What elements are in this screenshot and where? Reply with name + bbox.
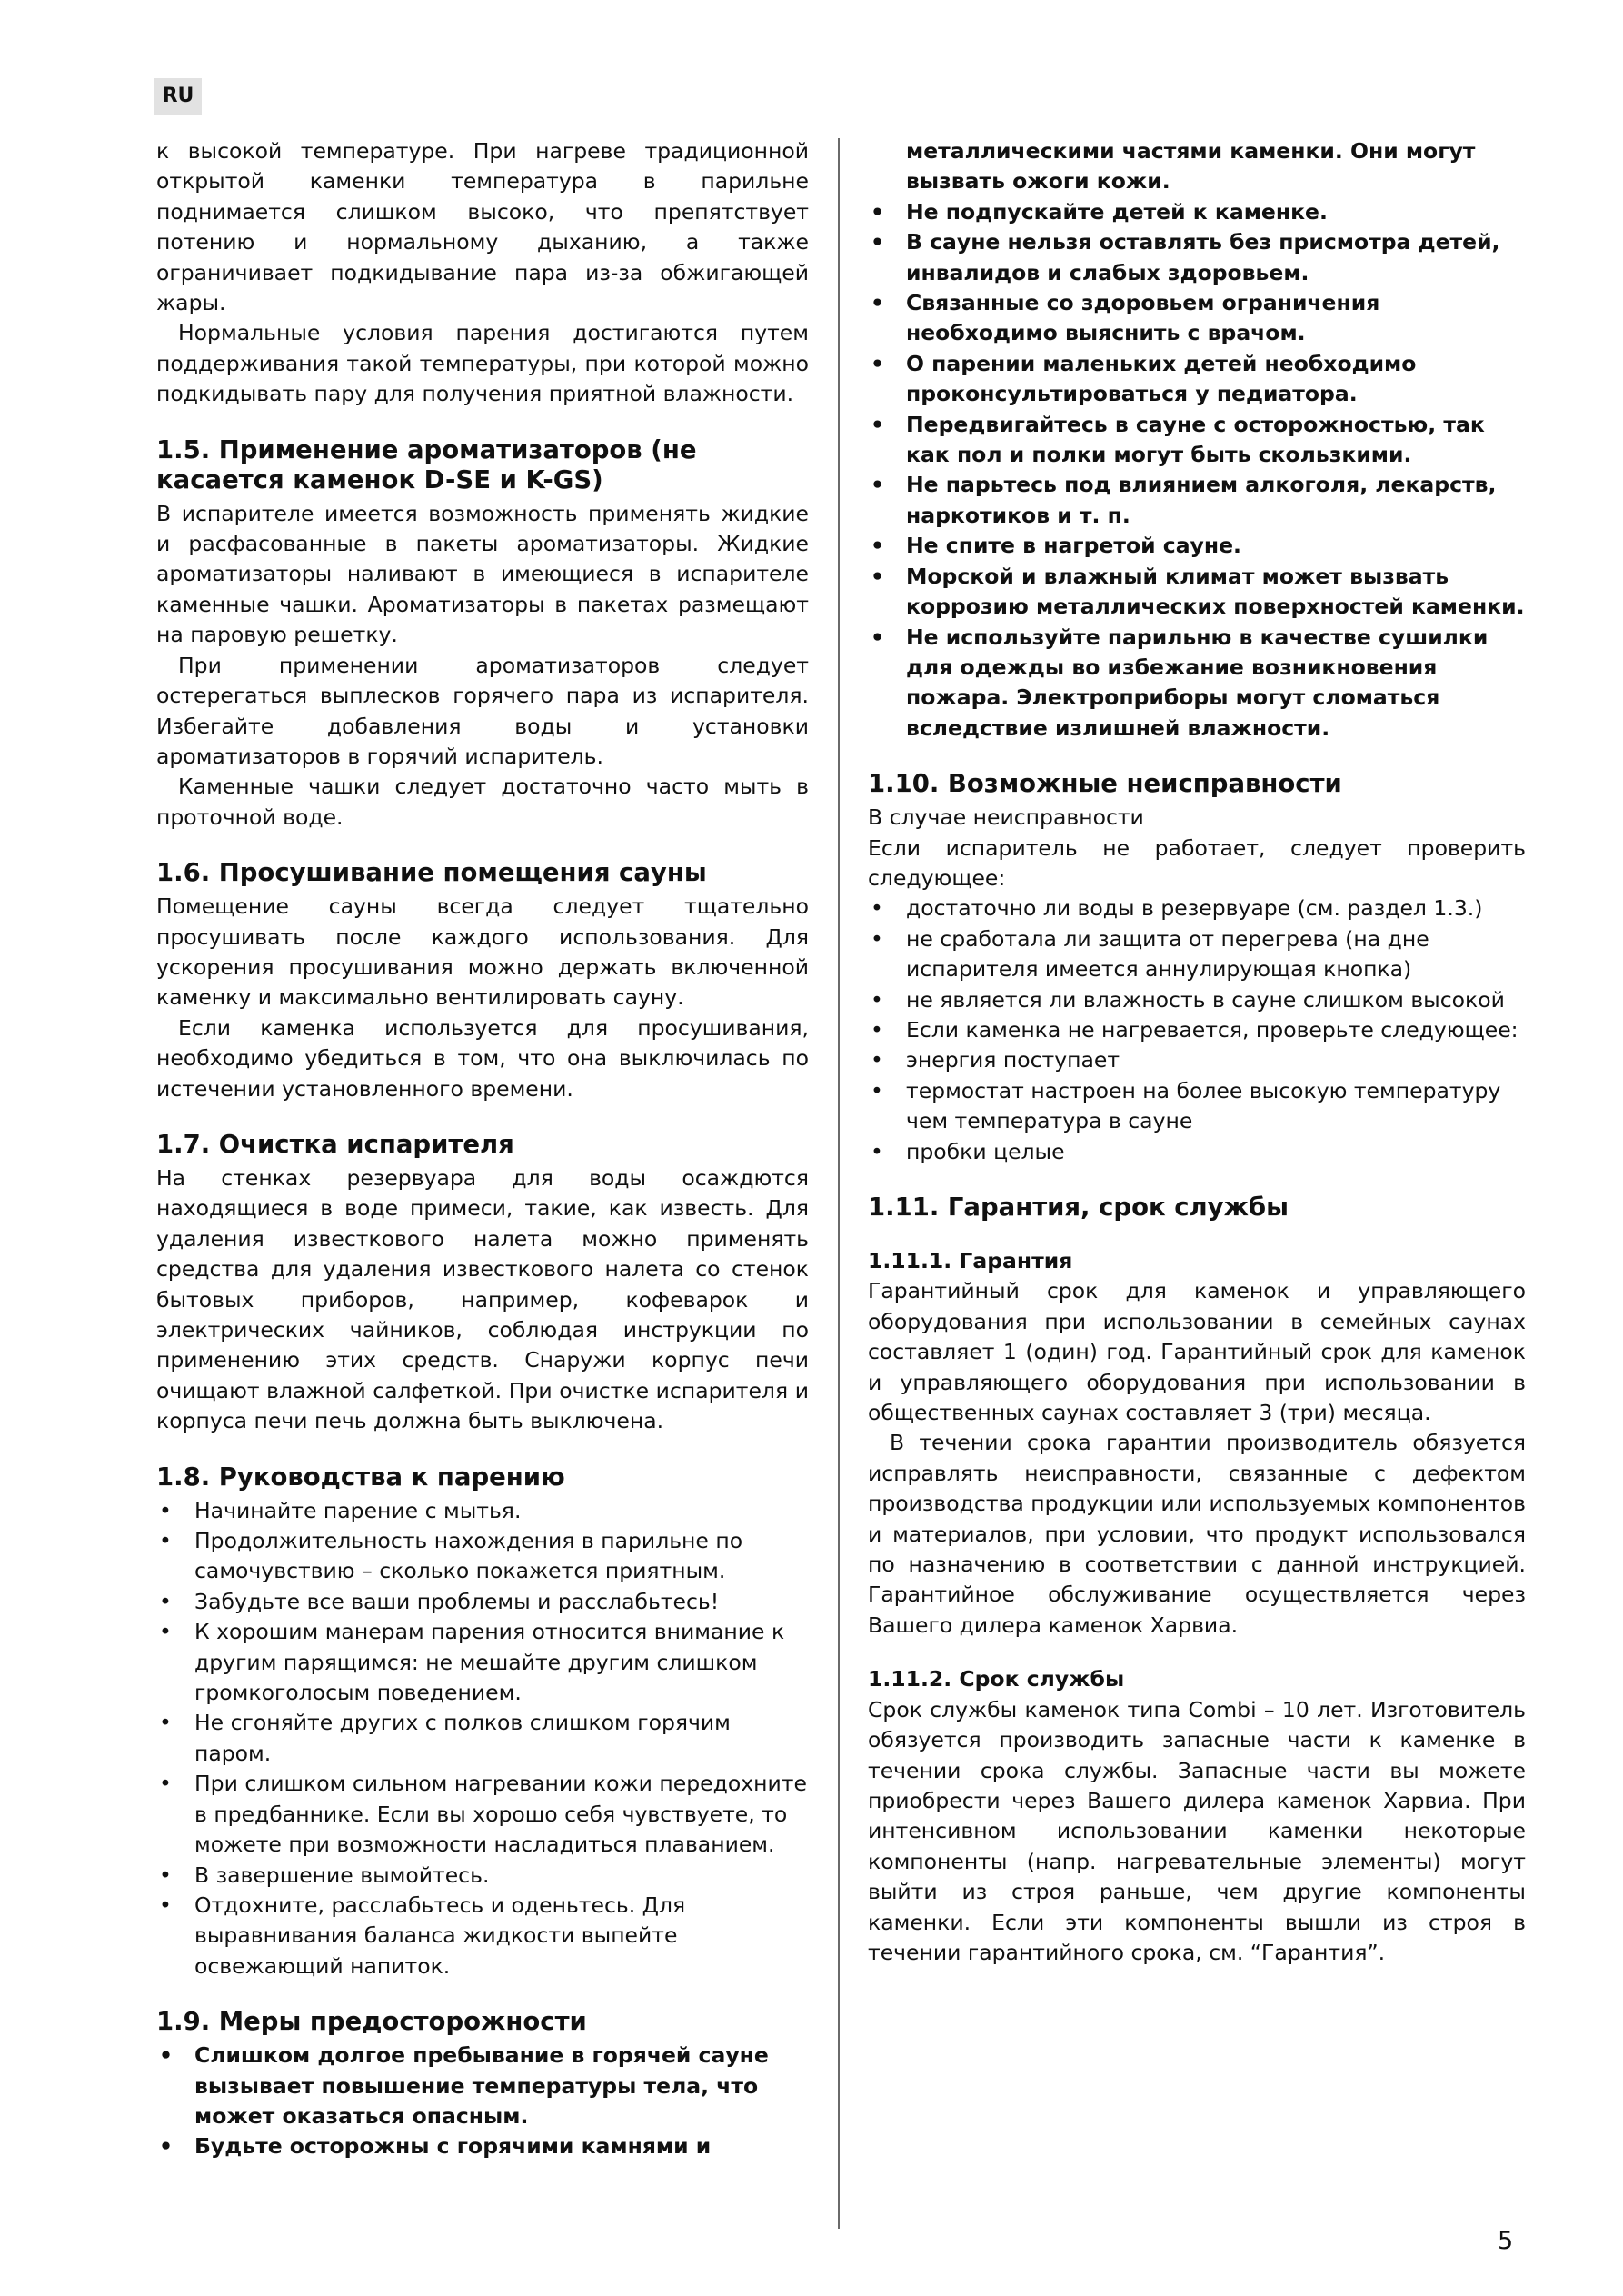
section-paragraph: Каменные чашки следует достаточно часто мыть в проточной воде. (156, 774, 809, 830)
list-item: • энергия поступает (868, 1045, 1526, 1075)
section-paragraph: Если испаритель не работает, следует проверить следующее: (868, 834, 1526, 891)
intro-paragraph: Нормальные условия парения достигаются путем поддерживания такой температуры, при которой можно подкидывать пару для получения приятной влажности. (156, 320, 809, 407)
list-item: • К хорошим манерам парения относится внимание к другим парящимся: не мешайте другим слишком громкоголосым поведением. (156, 1617, 809, 1708)
subsection-heading-service-life: 1.11.2. Срок службы (868, 1666, 1125, 1692)
section-paragraph: При применении ароматизаторов следует остерегаться выплесков горячего пара из испарителя. Избегайте добавления воды и установки ароматизаторов в горячий испаритель. (156, 652, 809, 769)
language-badge: RU (154, 78, 202, 115)
sauna-guidelines-list (156, 1496, 809, 1982)
section-heading-1-10: 1.10. Возможные неисправности (868, 769, 1342, 799)
subsection-heading-warranty: 1.11.1. Гарантия (868, 1248, 1073, 1273)
section-paragraph: В испарителе имеется возможность применять жидкие и расфасованные в пакеты ароматизаторы. Жидкие ароматизаторы наливают в имеющиеся в испарителе каменные чашки. Ароматизаторы в пакетах размещают на паровую решетку. (156, 500, 809, 648)
list-item: • достаточно ли воды в резервуаре (см. раздел 1.3.) (868, 893, 1526, 923)
section-heading-1-7: 1.7. Очистка испарителя (156, 1129, 514, 1159)
list-item: • Если каменка не нагревается, проверьте следующее: (868, 1015, 1526, 1045)
section-paragraph: Если каменка используется для просушивания, необходимо убедиться в том, что она выключилась по истечении установленного времени. (156, 1014, 809, 1102)
list-item: • В сауне нельзя оставлять без присмотра детей, инвалидов и слабых здоровьем. (868, 227, 1526, 288)
list-item: • Забудьте все ваши проблемы и расслабьтесь! (156, 1587, 809, 1617)
list-item: • не является ли влажность в сауне слишком высокой (868, 985, 1526, 1015)
list-item: • Отдохните, расслабьтесь и оденьтесь. Для выравнивания баланса жидкости выпейте освежающий напиток. (156, 1891, 809, 1982)
precaution-continuation: металлическими частями каменки. Они могут вызвать ожоги кожи. (906, 138, 1476, 195)
intro-paragraph: к высокой температуре. При нагреве традиционной открытой каменки температура в парильне поднимается слишком высоко, что препятствует потению и нормальному дыханию, а также ограничивает подкидывание пара из-за обжигающей жары. (156, 138, 809, 316)
section-paragraph: На стенках резервуара для воды осаждются находящиеся в воде примеси, такие, как известь. Для удаления известкового налета можно применять средства для удаления известкового налета со стенок бытовых приборов, например, кофеварок и электрических чайников, соблюдая инструкции по применению этих средств. Снаружи корпус печи очищают влажной салфеткой. При очистке испарителя и корпуса печи печь должна быть выключена. (156, 1164, 809, 1434)
list-item: • пробки целые (868, 1137, 1526, 1167)
section-heading-1-9: 1.9. Меры предосторожности (156, 2007, 587, 2037)
section-heading-1-5: 1.5. Применение ароматизаторов (не касается каменок D-SE и K-GS) (156, 434, 697, 494)
list-item: • Начинайте парение с мытья. (156, 1496, 809, 1526)
section-paragraph: В течении срока гарантии производитель обязуется исправлять неисправности, связанные с дефектом производства продукции или используемых компонентов и материалов, при условии, что продукт использовался по назначению в соответствии с данной инструкцией. Гарантийное обслуживание осуществляется через Вашего дилера каменок Харвиа. (868, 1430, 1526, 1638)
list-item: • Не спите в нагретой сауне. (868, 531, 1526, 561)
troubleshooting-list (868, 893, 1526, 1167)
list-item: • Не сгоняйте других с полков слишком горячим паром. (156, 1708, 809, 1769)
list-item: • не сработала ли защита от перегрева (на дне испарителя имеется аннулирующая кнопка) (868, 924, 1526, 985)
section-paragraph: В случае неисправности (868, 804, 1144, 831)
left-column (156, 136, 809, 2162)
list-item: • Передвигайтесь в сауне с осторожностью, так как пол и полки могут быть скользкими. (868, 410, 1526, 471)
list-item: • Не парьтесь под влиянием алкоголя, лекарств, наркотиков и т. п. (868, 470, 1526, 531)
section-paragraph: Гарантийный срок для каменок и управляющего оборудования при использовании в семейных саунах составляет 1 (один) год. Гарантийный срок для каменок и управляющего оборудования при использовании в общественных саунах составляет 3 (три) месяца. (868, 1278, 1526, 1426)
right-column (868, 136, 1526, 1968)
list-item: • Продолжительность нахождения в парильне по самочувствию – сколько покажется приятным. (156, 1526, 809, 1587)
list-item: • Не используйте парильню в качестве сушилки для одежды во избежание возникновения пожара. Электроприборы могут сломаться вследствие излишней влажности. (868, 623, 1526, 744)
section-heading-1-11: 1.11. Гарантия, срок службы (868, 1193, 1289, 1222)
precautions-list (156, 2041, 809, 2162)
section-paragraph: Помещение сауны всегда следует тщательно просушивать после каждого использования. Для ускорения просушивания можно держать включенной каменку и максимально вентилировать сауну. (156, 893, 809, 1011)
list-item: • При слишком сильном нагревании кожи передохните в предбаннике. Если вы хорошо себя чувствуете, то можете при возможности насладиться плаванием. (156, 1769, 809, 1860)
list-item: • Будьте осторожны с горячими камнями и (156, 2131, 809, 2161)
section-heading-1-6: 1.6. Просушивание помещения сауны (156, 858, 707, 888)
list-item: • Связанные со здоровьем ограничения необходимо выяснить с врачом. (868, 288, 1526, 349)
column-divider (838, 138, 840, 2229)
list-item: • Не подпускайте детей к каменке. (868, 197, 1526, 227)
list-item: • Слишком долгое пребывание в горячей сауне вызывает повышение температуры тела, что может оказаться опасным. (156, 2041, 809, 2131)
section-paragraph: Срок службы каменок типа Combi – 10 лет. Изготовитель обязуется производить запасные части к каменке в течении срока службы. Запасные части вы можете приобрести через Вашего дилера каменок Харвиа. При интенсивном использовании каменки некоторые компоненты (напр. нагревательные элементы) могут выйти из строя раньше, чем другие компоненты каменки. Если эти компоненты вышли из строя в течении гарантийного срока, см. “Гарантия”. (868, 1696, 1526, 1965)
list-item: • Морской и влажный климат может вызвать коррозию металлических поверхностей каменки. (868, 562, 1526, 623)
section-heading-1-8: 1.8. Руководства к парению (156, 1462, 565, 1492)
precautions-list-continued (868, 197, 1526, 744)
list-item: • В завершение вымойтесь. (156, 1861, 809, 1891)
list-item: • термостат настроен на более высокую температуру чем температура в сауне (868, 1076, 1526, 1137)
page-number: 5 (1498, 2227, 1514, 2255)
list-item: • О парении маленьких детей необходимо проконсультироваться у педиатора. (868, 349, 1526, 410)
